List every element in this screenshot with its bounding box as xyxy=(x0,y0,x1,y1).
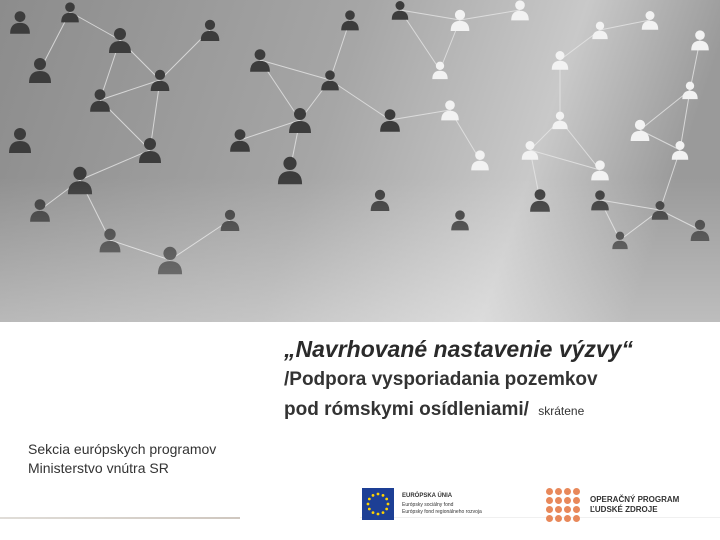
page-title: „Navrhované nastavenie výzvy“ xyxy=(284,336,634,362)
eu-fund-regional: Európsky fond regionálneho rozvoja xyxy=(402,508,482,515)
page-subtitle-line-1: /Podpora vysporiadania pozemkov xyxy=(284,369,598,390)
eu-fund-social: Európsky sociálny fond xyxy=(402,501,454,508)
eu-flag-icon xyxy=(362,488,394,520)
abbreviated-note: skrátene xyxy=(538,404,585,418)
eu-logo-title: EURÓPSKA ÚNIA xyxy=(402,492,453,499)
eu-logo xyxy=(362,488,510,520)
page-subtitle-line-2 xyxy=(284,398,720,423)
title-block xyxy=(284,334,720,423)
op-logo xyxy=(546,488,679,522)
op-dots-icon xyxy=(546,488,580,522)
op-logo-line-1: OPERAČNÝ PROGRAM xyxy=(590,495,680,504)
organization-section: Sekcia európskych programov xyxy=(28,441,217,457)
op-logo-line-2: ĽUDSKÉ ZDROJE xyxy=(590,505,658,514)
organization-block xyxy=(28,440,216,478)
footer-divider xyxy=(0,517,240,519)
op-logo-text xyxy=(590,495,679,515)
organization-ministry: Ministerstvo vnútra SR xyxy=(28,460,169,476)
eu-logo-text xyxy=(402,493,482,516)
page-subtitle-text: pod rómskymi osídleniami/ xyxy=(284,399,529,420)
